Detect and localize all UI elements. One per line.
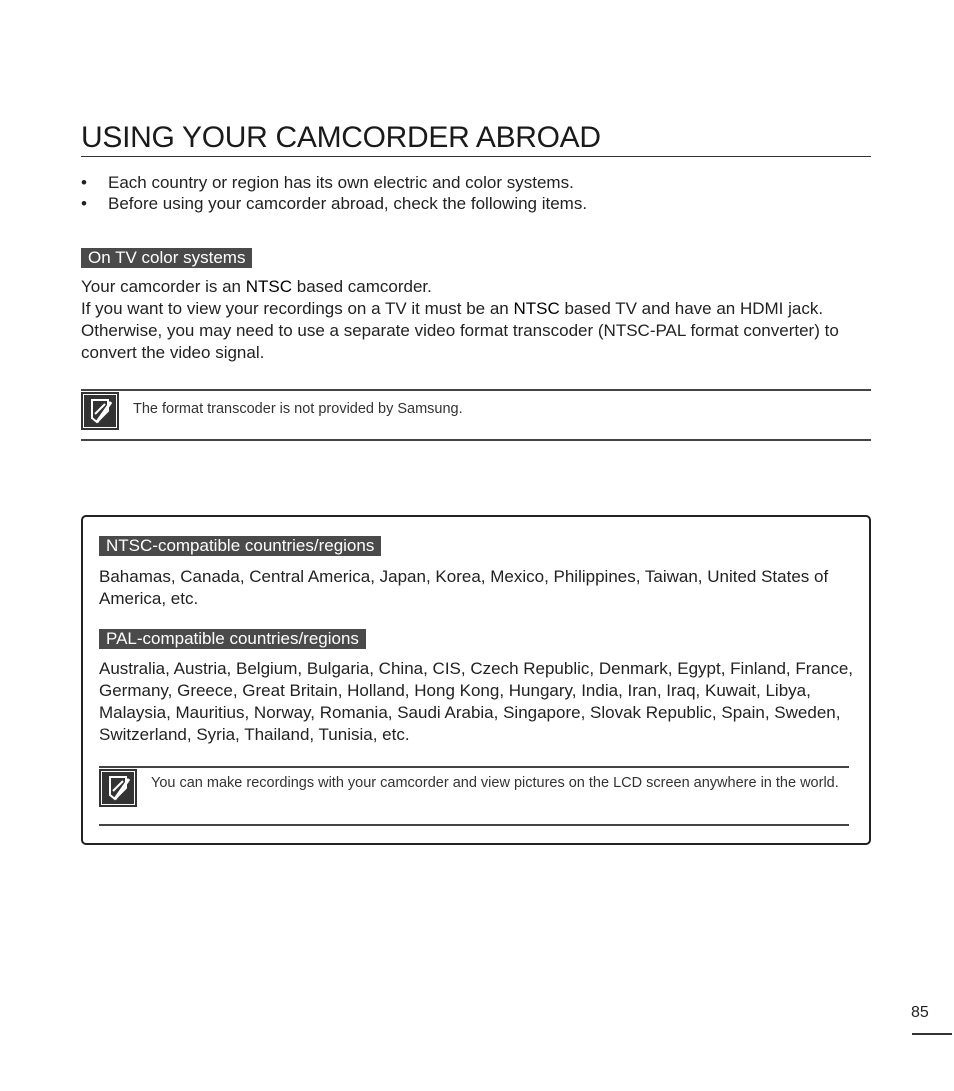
page-title: USING YOUR CAMCORDER ABROAD [81, 120, 871, 157]
pal-countries-text: Australia, Austria, Belgium, Bulgaria, China, CIS, Czech Republic, Denmark, Egypt, Finland, France, Germany, Greece, Great Britain, Holland, Hong Kong, Hungary, India, Iran, Iraq, Kuwait, Libya, Malaysia, Mauritius, Norway, Romania, Saudi Arabia, Singapore, Slovak Republic, Spain, Sweden, Switzerland, Syria, Thailand, Tunisia, etc. [99, 659, 854, 744]
note-text: The format transcoder is not provided by Samsung. [133, 401, 463, 417]
note-text: You can make recordings with your camcorder and view pictures on the LCD screen anywhere in the world. [151, 775, 839, 791]
bullet-item: • Each country or region has its own electric and color systems. [81, 172, 871, 193]
tv-line2-text-end: based TV and have an HDMI jack. Otherwise, you may need to use a separate video format transcoder (NTSC-PAL format converter) to convert the video signal. [81, 299, 839, 362]
tv-color-systems-heading: On TV color systems [81, 248, 252, 268]
tv-section-line1 [81, 276, 871, 298]
tv-line1-text: Your camcorder is an [81, 277, 246, 296]
page-number-underline [912, 1033, 952, 1035]
tv-line1-text-end: based camcorder. [292, 277, 432, 296]
tv-section-line2 [81, 298, 871, 364]
note-worldwide [99, 766, 849, 826]
note-transcoder [81, 389, 871, 441]
note-pencil-icon [81, 392, 119, 430]
ntsc-countries-text: Bahamas, Canada, Central America, Japan, Korea, Mexico, Philippines, Taiwan, United States of America, etc. [99, 567, 829, 608]
note-pencil-icon [99, 769, 137, 807]
country-systems-box [81, 515, 871, 845]
ntsc-emphasis: NTSC [513, 299, 560, 318]
intro-bullet-list [81, 172, 871, 214]
ntsc-emphasis: NTSC [245, 277, 293, 296]
tv-line2-text: If you want to view your recordings on a TV it must be an [81, 299, 514, 318]
pal-countries-heading: PAL-compatible countries/regions [99, 629, 366, 649]
ntsc-countries-heading: NTSC-compatible countries/regions [99, 536, 381, 556]
bullet-item: • Before using your camcorder abroad, check the following items. [81, 193, 871, 214]
page-number: 85 [911, 1004, 929, 1021]
